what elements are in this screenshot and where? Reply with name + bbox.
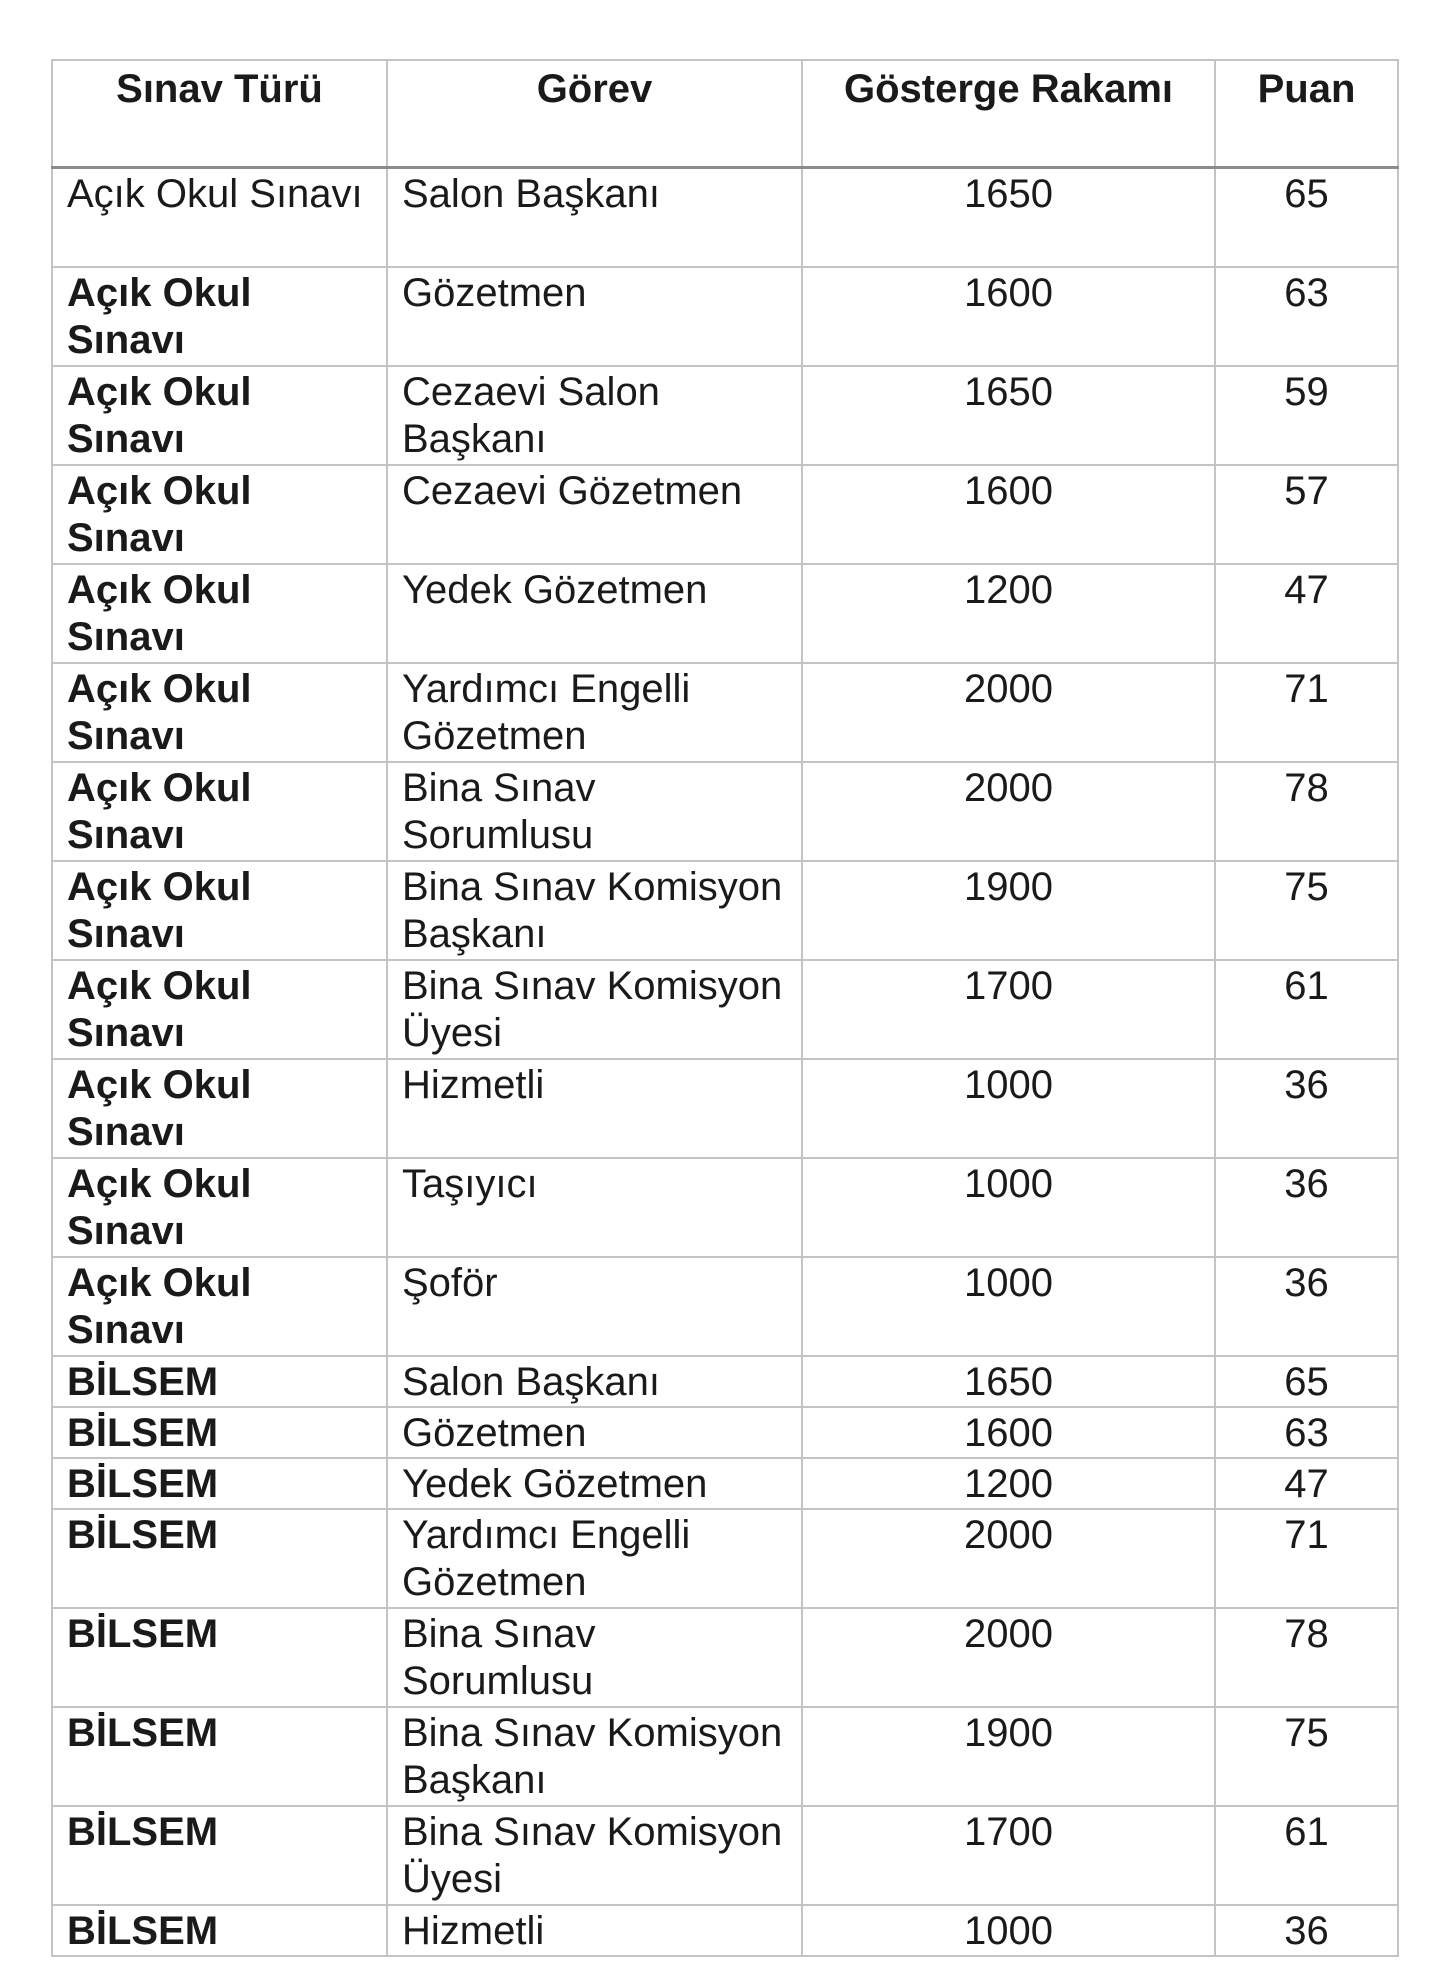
cell-indicator: 1000 [802, 1158, 1215, 1257]
cell-score: 75 [1215, 861, 1398, 960]
cell-task: Hizmetli [387, 1905, 802, 1956]
cell-score: 61 [1215, 960, 1398, 1059]
cell-exam-type: BİLSEM [52, 1458, 387, 1509]
cell-score: 57 [1215, 465, 1398, 564]
cell-exam-type: BİLSEM [52, 1905, 387, 1956]
cell-task: Bina Sınav Komisyon Üyesi [387, 960, 802, 1059]
cell-score: 71 [1215, 663, 1398, 762]
cell-score: 36 [1215, 1059, 1398, 1158]
cell-indicator: 1700 [802, 1806, 1215, 1905]
cell-task: Cezaevi Salon Başkanı [387, 366, 802, 465]
table-row [52, 762, 1398, 861]
table-row [52, 1356, 1398, 1407]
cell-exam-type: Açık Okul Sınavı [52, 663, 387, 762]
cell-indicator: 1000 [802, 1905, 1215, 1956]
cell-exam-type: BİLSEM [52, 1356, 387, 1407]
cell-exam-type: Açık Okul Sınavı [52, 1257, 387, 1356]
table-row [52, 1509, 1398, 1608]
cell-score: 47 [1215, 1458, 1398, 1509]
header-task: Görev [387, 60, 802, 168]
cell-indicator: 1600 [802, 267, 1215, 366]
table-row [52, 1806, 1398, 1905]
cell-task: Gözetmen [387, 1407, 802, 1458]
table-row [52, 366, 1398, 465]
cell-task: Yardımcı Engelli Gözetmen [387, 663, 802, 762]
cell-exam-type: BİLSEM [52, 1707, 387, 1806]
cell-score: 63 [1215, 1407, 1398, 1458]
document-page [51, 59, 1397, 1957]
table-row [52, 1158, 1398, 1257]
cell-score: 36 [1215, 1158, 1398, 1257]
cell-score: 65 [1215, 1356, 1398, 1407]
cell-indicator: 1600 [802, 1407, 1215, 1458]
table-row [52, 960, 1398, 1059]
table-row [52, 1905, 1398, 1956]
cell-exam-type: BİLSEM [52, 1407, 387, 1458]
cell-exam-type: Açık Okul Sınavı [52, 564, 387, 663]
cell-score: 36 [1215, 1257, 1398, 1356]
cell-exam-type: BİLSEM [52, 1806, 387, 1905]
cell-indicator: 1000 [802, 1257, 1215, 1356]
header-indicator: Gösterge Rakamı [802, 60, 1215, 168]
cell-task: Yedek Gözetmen [387, 1458, 802, 1509]
cell-task: Bina Sınav Komisyon Başkanı [387, 1707, 802, 1806]
cell-score: 71 [1215, 1509, 1398, 1608]
cell-task: Taşıyıcı [387, 1158, 802, 1257]
cell-task: Bina Sınav Sorumlusu [387, 1608, 802, 1707]
exam-duty-table [51, 59, 1399, 1957]
table-row [52, 1257, 1398, 1356]
table-row [52, 1059, 1398, 1158]
table-row [52, 564, 1398, 663]
cell-indicator: 1650 [802, 168, 1215, 268]
cell-exam-type: Açık Okul Sınavı [52, 1158, 387, 1257]
cell-task: Bina Sınav Sorumlusu [387, 762, 802, 861]
cell-indicator: 1200 [802, 1458, 1215, 1509]
table-row [52, 168, 1398, 268]
cell-score: 59 [1215, 366, 1398, 465]
table-row [52, 1707, 1398, 1806]
cell-score: 61 [1215, 1806, 1398, 1905]
cell-indicator: 1900 [802, 1707, 1215, 1806]
header-score: Puan [1215, 60, 1398, 168]
cell-score: 47 [1215, 564, 1398, 663]
header-exam-type: Sınav Türü [52, 60, 387, 168]
cell-score: 78 [1215, 762, 1398, 861]
cell-score: 78 [1215, 1608, 1398, 1707]
cell-task: Hizmetli [387, 1059, 802, 1158]
cell-task: Yardımcı Engelli Gözetmen [387, 1509, 802, 1608]
cell-task: Bina Sınav Komisyon Başkanı [387, 861, 802, 960]
table-row [52, 663, 1398, 762]
cell-exam-type: Açık Okul Sınavı [52, 762, 387, 861]
table-row [52, 267, 1398, 366]
cell-exam-type: BİLSEM [52, 1509, 387, 1608]
cell-score: 75 [1215, 1707, 1398, 1806]
cell-score: 65 [1215, 168, 1398, 268]
cell-exam-type: BİLSEM [52, 1608, 387, 1707]
cell-exam-type: Açık Okul Sınavı [52, 366, 387, 465]
cell-task: Cezaevi Gözetmen [387, 465, 802, 564]
cell-task: Salon Başkanı [387, 1356, 802, 1407]
cell-exam-type: Açık Okul Sınavı [52, 861, 387, 960]
cell-exam-type: Açık Okul Sınavı [52, 465, 387, 564]
cell-exam-type: Açık Okul Sınavı [52, 960, 387, 1059]
cell-exam-type: Açık Okul Sınavı [52, 168, 387, 268]
cell-indicator: 1700 [802, 960, 1215, 1059]
cell-indicator: 2000 [802, 663, 1215, 762]
cell-task: Gözetmen [387, 267, 802, 366]
cell-score: 36 [1215, 1905, 1398, 1956]
cell-indicator: 1900 [802, 861, 1215, 960]
cell-indicator: 1600 [802, 465, 1215, 564]
table-row [52, 1407, 1398, 1458]
cell-exam-type: Açık Okul Sınavı [52, 1059, 387, 1158]
cell-indicator: 1650 [802, 1356, 1215, 1407]
cell-exam-type: Açık Okul Sınavı [52, 267, 387, 366]
table-row [52, 465, 1398, 564]
cell-indicator: 1200 [802, 564, 1215, 663]
cell-indicator: 2000 [802, 762, 1215, 861]
cell-task: Bina Sınav Komisyon Üyesi [387, 1806, 802, 1905]
table-row [52, 1608, 1398, 1707]
table-row [52, 861, 1398, 960]
cell-indicator: 1650 [802, 366, 1215, 465]
table-row [52, 1458, 1398, 1509]
cell-score: 63 [1215, 267, 1398, 366]
table-header-row [52, 60, 1398, 168]
cell-indicator: 1000 [802, 1059, 1215, 1158]
cell-task: Yedek Gözetmen [387, 564, 802, 663]
cell-indicator: 2000 [802, 1509, 1215, 1608]
cell-task: Salon Başkanı [387, 168, 802, 268]
cell-indicator: 2000 [802, 1608, 1215, 1707]
cell-task: Şoför [387, 1257, 802, 1356]
